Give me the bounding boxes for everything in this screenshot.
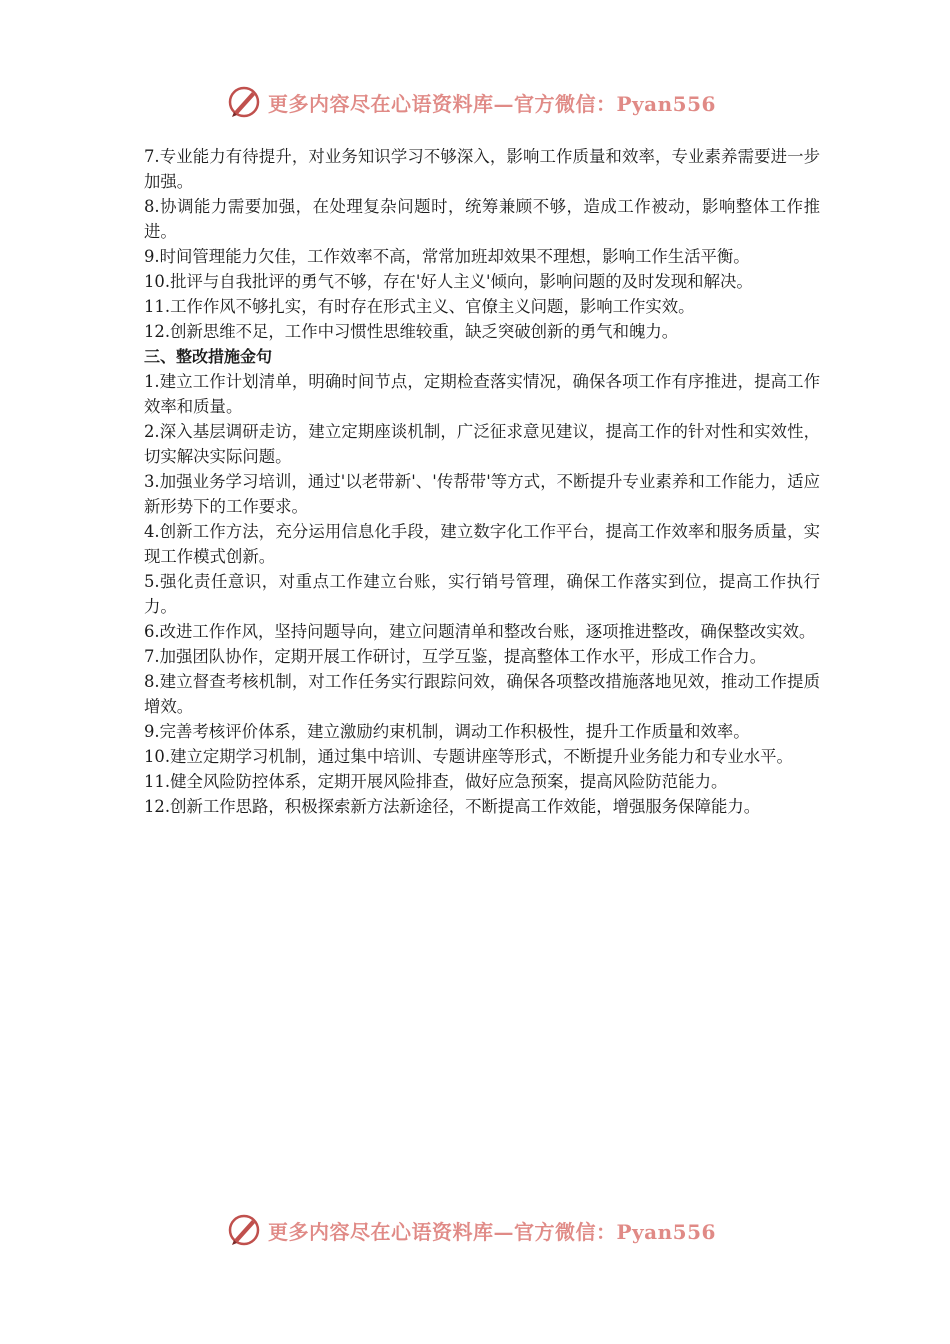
footer-banner bbox=[226, 1210, 746, 1250]
list-item: 12.创新思维不足，工作中习惯性思维较重，缺乏突破创新的勇气和魄力。 bbox=[144, 322, 679, 341]
list-item: 8.协调能力需要加强，在处理复杂问题时，统筹兼顾不够，造成工作被动，影响整体工作推进。 bbox=[144, 197, 820, 241]
list-item: 7.加强团队协作，定期开展工作研讨，互学互鉴，提高整体工作水平，形成工作合力。 bbox=[144, 647, 767, 666]
list-item: 10.批评与自我批评的勇气不够，存在'好人主义'倾向，影响问题的及时发现和解决。 bbox=[144, 272, 753, 291]
section-heading: 三、整改措施金句 bbox=[144, 347, 273, 366]
list-item: 5.强化责任意识，对重点工作建立台账，实行销号管理，确保工作落实到位，提高工作执行力。 bbox=[144, 572, 820, 616]
list-item: 2.深入基层调研走访，建立定期座谈机制，广泛征求意见建议，提高工作的针对性和实效性，切实解决实际问题。 bbox=[144, 422, 820, 466]
list-item: 9.完善考核评价体系，建立激励约束机制，调动工作积极性，提升工作质量和效率。 bbox=[144, 722, 750, 741]
pen-circle-logo-icon bbox=[226, 1212, 262, 1248]
list-item: 11.健全风险防控体系，定期开展风险排查，做好应急预案，提高风险防范能力。 bbox=[144, 772, 728, 791]
list-item: 6.改进工作作风，坚持问题导向，建立问题清单和整改台账，逐项推进整改，确保整改实效。 bbox=[144, 622, 816, 641]
document-body bbox=[144, 144, 820, 819]
list-item: 3.加强业务学习培训，通过'以老带新'、'传帮带'等方式，不断提升专业素养和工作能力，适应新形势下的工作要求。 bbox=[144, 472, 820, 516]
list-item: 12.创新工作思路，积极探索新方法新途径，不断提高工作效能，增强服务保障能力。 bbox=[144, 797, 761, 816]
list-item: 10.建立定期学习机制，通过集中培训、专题讲座等形式，不断提升业务能力和专业水平。 bbox=[144, 747, 793, 766]
footer-banner-text: 更多内容尽在心语资料库—官方微信：Pyan556 bbox=[268, 1219, 716, 1244]
list-item: 7.专业能力有待提升，对业务知识学习不够深入，影响工作质量和效率，专业素养需要进一步加强。 bbox=[144, 147, 820, 191]
header-banner-text: 更多内容尽在心语资料库—官方微信：Pyan556 bbox=[268, 91, 716, 116]
list-item: 1.建立工作计划清单，明确时间节点，定期检查落实情况，确保各项工作有序推进，提高工作效率和质量。 bbox=[144, 372, 820, 416]
list-item: 9.时间管理能力欠佳，工作效率不高，常常加班却效果不理想，影响工作生活平衡。 bbox=[144, 247, 750, 266]
list-item: 11.工作作风不够扎实，有时存在形式主义、官僚主义问题，影响工作实效。 bbox=[144, 297, 695, 316]
list-item: 8.建立督查考核机制，对工作任务实行跟踪问效，确保各项整改措施落地见效，推动工作提质增效。 bbox=[144, 672, 820, 716]
pen-circle-logo-icon bbox=[226, 84, 262, 120]
header-banner bbox=[226, 82, 746, 122]
list-item: 4.创新工作方法，充分运用信息化手段，建立数字化工作平台，提高工作效率和服务质量，实现工作模式创新。 bbox=[144, 522, 820, 566]
